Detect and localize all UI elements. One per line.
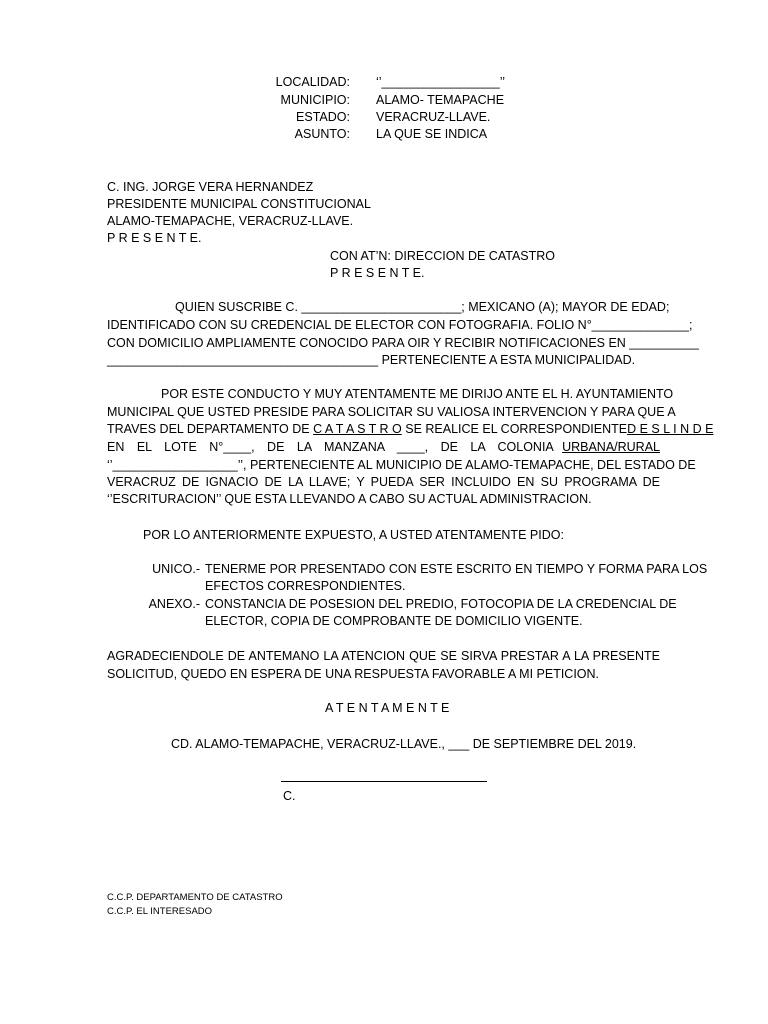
paragraph2-line3 (107, 421, 714, 438)
paragraph1-line3: CON DOMICILIO AMPLIAMENTE CONOCIDO PARA OIR Y RECIBIR NOTIFICACIONES EN __________ (107, 336, 699, 350)
paragraph2-line7: ‘’ESCRITURACION’’ QUE ESTA LLEVANDO A CABO SU ACTUAL ADMINISTRACION. (107, 492, 592, 506)
paragraph2-line5: ‘’__________________’’, PERTENECIENTE AL MUNICIPIO DE ALAMO-TEMAPACHE, DEL ESTADO DE (107, 458, 696, 472)
atentamente-heading: A T E N T A M E N T E (325, 701, 450, 715)
item-unico-label: UNICO.- (152, 562, 200, 576)
signature-line (281, 781, 487, 782)
signature-name: C. (283, 789, 296, 803)
attention-line: CON AT’N: DIRECCION DE CATASTRO (330, 249, 556, 263)
paragraph2-line4-text: EN EL LOTE N°____, DE LA MANZANA ____, DE LA COLONIA (107, 440, 554, 454)
place-date: CD. ALAMO-TEMAPACHE, VERACRUZ-LLAVE., ___ DE SEPTIEMBRE DEL 2019. (171, 737, 637, 751)
item-unico-line2: EFECTOS CORRESPONDIENTES. (205, 579, 406, 593)
item-unico-line1: TENERME POR PRESENTADO CON ESTE ESCRITO EN TIEMPO Y FORMA PARA LOS (205, 562, 708, 576)
item-anexo-label: ANEXO.- (148, 597, 200, 611)
header-label-localidad: LOCALIDAD: (275, 75, 350, 89)
attention-presente: P R E S E N T E. (330, 266, 425, 280)
closing-line1: AGRADECIENDOLE DE ANTEMANO LA ATENCION QUE SE SIRVA PRESTAR A LA PRESENTE (107, 649, 660, 663)
ccp-line-interesado: C.C.P. EL INTERESADO (107, 906, 213, 917)
header-value-asunto: LA QUE SE INDICA (376, 127, 488, 141)
paragraph2-line3-text-b: SE REALICE EL CORRESPONDIENTE (401, 422, 628, 436)
paragraph2-line4 (107, 439, 660, 456)
paragraph2-line6: VERACRUZ DE IGNACIO DE LA LLAVE; Y PUEDA SER INCLUIDO EN SU PROGRAMA DE (107, 475, 660, 489)
closing-line2: SOLICITUD, QUEDO EN ESPERA DE UNA RESPUESTA FAVORABLE A MI PETICION. (107, 667, 600, 681)
item-anexo-line2: ELECTOR, COPIA DE COMPROBANTE DE DOMICILIO VIGENTE. (205, 614, 583, 628)
addressee-title: PRESIDENTE MUNICIPAL CONSTITUCIONAL (107, 197, 371, 211)
paragraph1-line2: IDENTIFICADO CON SU CREDENCIAL DE ELECTOR CON FOTOGRAFIA. FOLIO N°______________; (107, 318, 693, 332)
header-label-asunto: ASUNTO: (294, 127, 350, 141)
header-label-municipio: MUNICIPIO: (280, 93, 350, 107)
addressee-presente: P R E S E N T E. (107, 231, 202, 245)
catastro-emphasis: C A T A S T R O (313, 422, 402, 436)
header-value-municipio: ALAMO- TEMAPACHE (376, 93, 505, 107)
ccp-line-catastro: C.C.P. DEPARTAMENTO DE CATASTRO (107, 892, 283, 903)
header-label-estado: ESTADO: (296, 110, 350, 124)
paragraph2-line1: POR ESTE CONDUCTO Y MUY ATENTAMENTE ME DIRIJO ANTE EL H. AYUNTAMIENTO (161, 387, 674, 401)
addressee-location: ALAMO-TEMAPACHE, VERACRUZ-LLAVE. (107, 214, 354, 228)
header-value-estado: VERACRUZ-LLAVE. (376, 110, 491, 124)
paragraph2-line3-text-a: TRAVES DEL DEPARTAMENTO DE (107, 422, 314, 436)
urbana-rural-emphasis: URBANA/RURAL (562, 440, 660, 454)
paragraph1-line1: QUIEN SUSCRIBE C. _______________________; MEXICANO (A); MAYOR DE EDAD; (175, 300, 670, 314)
paragraph1-line4: _______________________________________ PERTENECIENTE A ESTA MUNICIPALIDAD. (107, 353, 636, 367)
deslinde-emphasis: D E S L I N D E (627, 422, 714, 436)
item-anexo-line1: CONSTANCIA DE POSESION DEL PREDIO, FOTOCOPIA DE LA CREDENCIAL DE (205, 597, 677, 611)
header-value-localidad: ‘’_________________’’ (376, 75, 506, 89)
addressee-name: C. ING. JORGE VERA HERNANDEZ (107, 180, 314, 194)
paragraph2-line2: MUNICIPAL QUE USTED PRESIDE PARA SOLICITAR SU VALIOSA INTERVENCION Y PARA QUE A (107, 405, 676, 419)
request-intro: POR LO ANTERIORMENTE EXPUESTO, A USTED ATENTAMENTE PIDO: (143, 528, 564, 542)
